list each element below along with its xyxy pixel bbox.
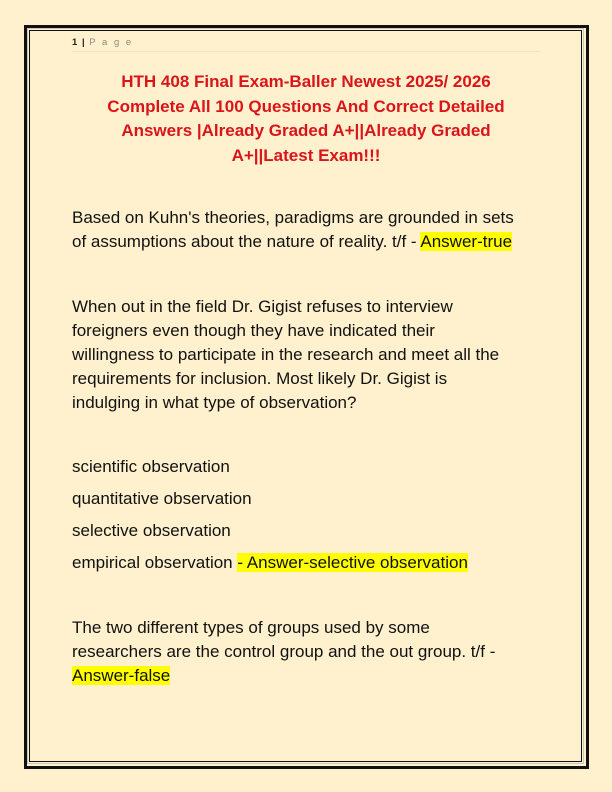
question-line [72, 664, 547, 688]
answer-highlight: Answer-true [420, 232, 513, 251]
document-title [72, 70, 540, 168]
title-line: HTH 408 Final Exam-Baller Newest 2025/ 2026 [121, 72, 491, 91]
option-scientific: scientific observation [72, 457, 230, 476]
title-line: A+||Latest Exam!!! [231, 145, 381, 165]
answer-highlight: - Answer-selective observation [237, 553, 468, 572]
question-3 [72, 616, 547, 688]
question-line: willingness to participate in the research and meet all the [72, 345, 500, 364]
question-line: indulging in what type of observation? [72, 393, 357, 412]
answer-highlight: Answer-false [72, 666, 171, 685]
question-line: Based on Kuhn's theories, paradigms are grounded in sets [72, 208, 514, 227]
question-line [72, 230, 547, 254]
option-selective: selective observation [72, 521, 231, 540]
question-line: researchers are the control group and the out group. t/f - [72, 642, 496, 661]
question-line: When out in the field Dr. Gigist refuses to interview [72, 297, 453, 316]
question-2 [72, 295, 547, 415]
page-header [72, 36, 540, 52]
title-line: Complete All 100 Questions And Correct Detailed [107, 96, 505, 116]
question-line: The two different types of groups used by some [72, 618, 430, 637]
question-1 [72, 206, 547, 254]
question-line: requirements for inclusion. Most likely Dr. Gigist is [72, 369, 448, 388]
page-separator: | [81, 37, 85, 48]
title-line: Answers |Already Graded A+||Already Graded [121, 121, 491, 140]
option-quantitative: quantitative observation [72, 489, 252, 508]
question-text: of assumptions about the nature of reality. t/f - [72, 232, 421, 251]
option-empirical-with-answer [72, 552, 468, 574]
option-empirical: empirical observation [72, 553, 238, 572]
page-number: 1 [72, 37, 78, 48]
page-label: P a g e [89, 37, 134, 48]
question-line: foreigners even though they have indicated their [72, 321, 435, 340]
